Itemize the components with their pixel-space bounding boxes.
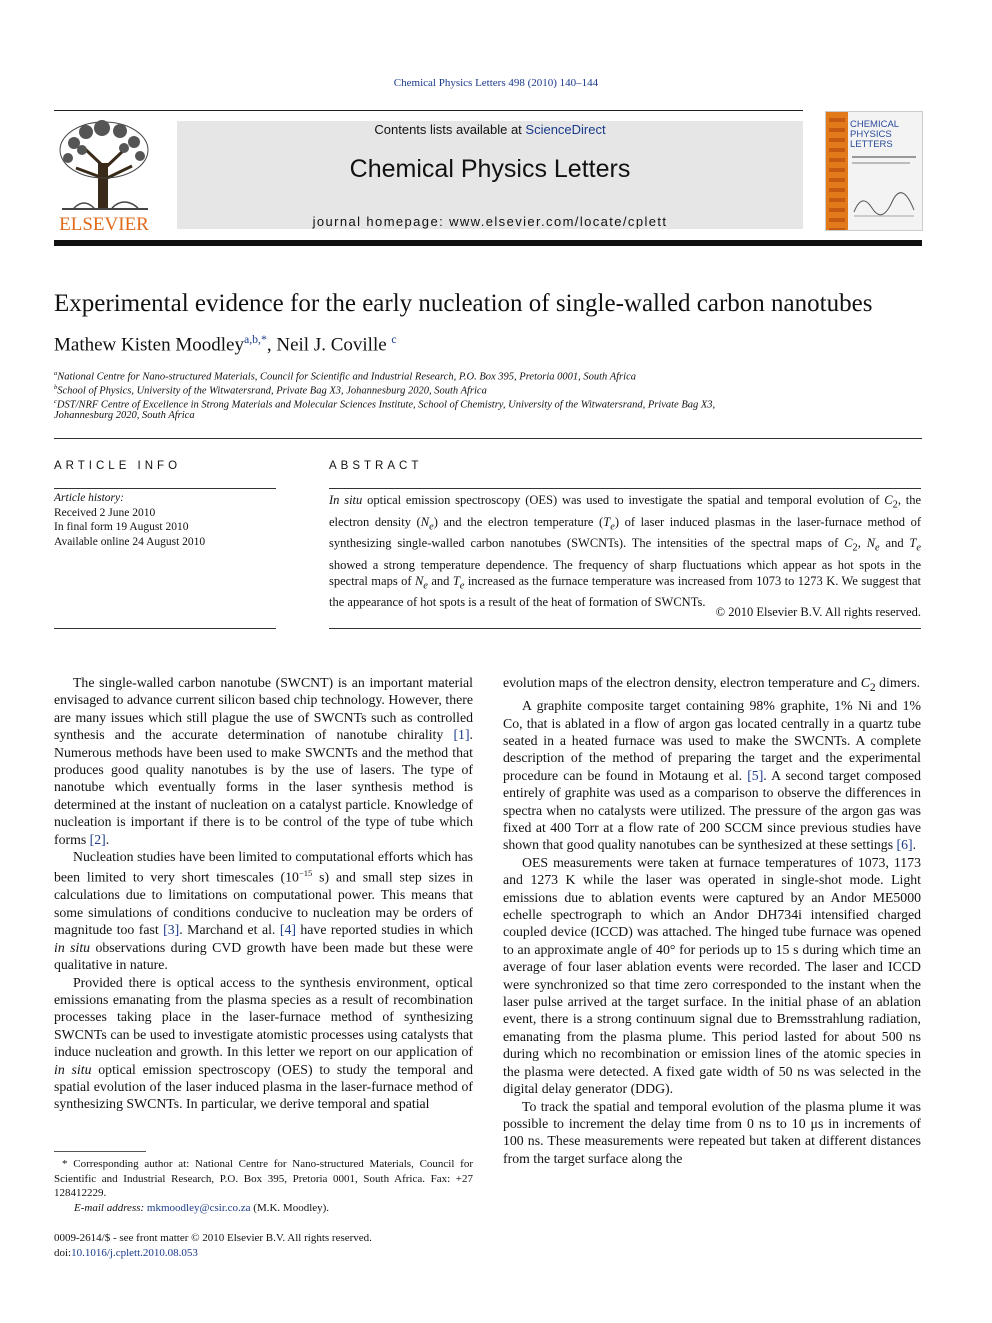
author-list: Mathew Kisten Moodley$^{a,b,*}$, Neil J. Coville $^c$ [54, 333, 397, 356]
contents-prefix: Contents lists available at [374, 122, 526, 137]
cover-title-line: PHYSICS [850, 129, 892, 140]
doi-prefix: doi: [54, 1246, 72, 1259]
email-owner: (M.K. Moodley). [253, 1201, 330, 1214]
header-rule [54, 110, 803, 111]
author-name: Neil J. Coville [276, 334, 387, 356]
elsevier-logo [54, 118, 154, 234]
journal-homepage[interactable]: journal homepage: www.elsevier.com/locate/cplett [312, 214, 668, 229]
body-column-left: The single-walled carbon nanotube (SWCNT) is an important material envisaged to advance current silicon based chip technology. However, there are many issues which still plague the use of SWCNTs such as controlled synthesis and the accurate determination of nanotube chirality [1]. Numerous methods have been used to make SWCNTs and the method that produces good quality nanotubes is by the use of lasers. The type of nanotube which eventually forms in the laser synthesis method is determined at the instant of nucleation on a catalyst particle. Knowledge of nucleation is important if there is to be control of the type of tube which forms [2]. Nucleation studies have been limited to computational efforts which has been limited to very short timescales ($10^{-15}$ s) and small step sizes in calculations due to limitations on computational power. This means that some simulations of conditions conducive to nucleation may be orders of magnitude too fast [3]. Marchand et al. [4] have reported studies in which in situ observations during CVD growth have been made but these were qualitative in nature. Provided there is optical access to the synthesis environment, optical emissions emanating from the plasma species as a result of recombination processes taking place in the laser-furnace method of synthesizing SWCNTs can be used to investigate atomistic processes using catalysts that induce nucleation and growth. In this letter we report on our application of in situ optical emission spectroscopy (OES) to study the temporal and spatial evolution of the laser induced plasma in the laser-furnace method of synthesizing SWCNTs. In particular, we derive temporal and spatial [54, 675, 474, 1112]
section-rule [329, 488, 921, 489]
affiliation: $^a$National Centre for Nano-structured Materials, Council for Scientific and Industrial Research, P.O. Box 395, Pretoria 0001, South Africa [54, 370, 636, 383]
affiliation: $^c$DST/NRF Centre of Excellence in Strong Materials and Molecular Sciences Institute, School of Chemistry, University of the Witwatersrand, Private Bag X3, [54, 398, 716, 411]
header-thick-rule [54, 240, 922, 246]
section-rule [54, 438, 922, 439]
author-affiliation-marks[interactable]: a,b,* [243, 333, 267, 346]
author-name: Mathew Kisten Moodley [54, 334, 244, 356]
author-affiliation-marks[interactable]: c [391, 333, 397, 346]
affiliation: $^b$School of Physics, University of the Witwatersrand, Private Bag X3, Johannesburg 2020, South Africa [54, 384, 487, 397]
reference-link[interactable]: [5] [747, 767, 764, 783]
reference-link[interactable]: [2] [89, 831, 106, 847]
issn-line: 0009-2614/$ - see front matter © 2010 Elsevier B.V. All rights reserved. [54, 1232, 372, 1244]
contents-line [177, 122, 803, 137]
affiliation: Johannesburg 2020, South Africa [54, 410, 195, 421]
abstract-copyright: © 2010 Elsevier B.V. All rights reserved. [715, 605, 921, 619]
abstract-text: In situ optical emission spectroscopy (OES) was used to investigate the spatial and temporal evolution of $C_2$, the electron density $(N_e)$ and the electron temperature $(T_e)$ of laser induced plasmas in the laser-furnace method of synthesizing single-walled carbon nanotubes (SWCNTs). The intensities of the spectral maps of $C_2$, $N_e$ and $T_e$ showed a strong temperature dependence. The frequency of sharp fluctuations which appear as hot spots in the spectral maps of $N_e$ and $T_e$ increased as the furnace temperature was increased from 1073 to 1273 K. We suggest that the appearance of hot spots is a result of the heat of formation of SWCNTs. [329, 493, 922, 609]
section-rule [54, 628, 276, 629]
journal-title: Chemical Physics Letters [349, 155, 631, 183]
reference-link[interactable]: [1] [453, 727, 470, 743]
journal-cover [825, 111, 923, 231]
cover-title-line: CHEMICAL [850, 119, 900, 130]
history-item: In final form 19 August 2010 [54, 521, 189, 533]
corresponding-author-note: Corresponding author at: National Centre for Nano-structured Materials, Council for Scientific and Industrial Research, P.O. Box 395, Pretoria 0001, South Africa. Fax: +27 128412229. [54, 1158, 473, 1199]
reference-link[interactable]: [4] [279, 922, 296, 938]
section-rule [54, 488, 276, 489]
email-link[interactable]: mkmoodley@csir.co.za [146, 1201, 251, 1214]
elsevier-tree-icon [54, 118, 154, 234]
doi-link[interactable]: 10.1016/j.cplett.2010.08.053 [71, 1246, 198, 1259]
abstract-heading: ABSTRACT [329, 460, 423, 472]
cover-title-line: LETTERS [850, 139, 893, 150]
footnote-rule [54, 1151, 146, 1152]
front-matter-info [54, 1231, 372, 1260]
history-item: Available online 24 August 2010 [54, 535, 206, 548]
article-title: Experimental evidence for the early nucleation of single-walled carbon nanotubes [54, 290, 873, 317]
body-column-right: evolution maps of the electron density, electron temperature and $C_2$ dimers. A graphite composite target containing 98% graphite, 1% Ni and 1% Co, that is ablated in a flow of argon gas located centrally in a quartz tube seated in a heated furnace was used to make the SWCNTs. A complete description of the method of preparing the target and the experimental procedure can be found in Motaung et al. [5]. A second target composed entirely of graphite was used as a comparison to observe the differences in spectra when no catalysts were utilized. The pressure of the argon gas was fixed at 400 Torr at a flow rate of 200 SCCM since previous studies have shown that good quality nanotubes can be synthesized at these settings [6]. OES measurements were taken at furnace temperatures of 1073, 1173 and 1273 K while the laser was operated in single-shot mode. Light emissions due to ablation events were captured by an Andor ME5000 echelle spectrograph to which an Andor DH734i intensified charged coupled device (ICCD) was attached. The hinged tube furnace was opened to an approximate angle of 40° for periods up to 15 s during which time an average of four laser ablation events were recorded. The laser and ICCD were synchronized so that time zero corresponded to the instant when the laser pulse arrived at the target surface. In the initial phase of an ablation event, there is a strong continuum signal due to Bremsstrahlung radiation, emanating from the plasma plume. This period lasted for about 500 ns during which no recombination or emission lines of the atomic species in the plasma were detected. A fixed gate width of 50 ns was selected in the digital delay generator (DDG). To track the spatial and temporal evolution of the plasma plume it was possible to increment the delay time from 0 ns to 10 μs in increments of 100 ns. These measurements were repeated but taken at different distances from the target surface along the [503, 675, 921, 1166]
publisher-name: ELSEVIER [59, 214, 149, 234]
history-label: Article history: [54, 492, 124, 504]
article-history [54, 491, 276, 549]
cover-figure-icon [852, 182, 916, 222]
footnote: * Corresponding author at: National Centre for Nano-structured Materials, Council for Scientific and Industrial Research, P.O. Box 395, Pretoria 0001, South Africa. Fax: +27 128412229. E-mail address: mkmoodley@csir.co.za (M.K. Moodley). [54, 1158, 473, 1214]
sciencedirect-link[interactable]: ScienceDirect [525, 122, 606, 137]
email-label: E-mail address: [74, 1201, 145, 1214]
section-rule [329, 628, 921, 629]
reference-link[interactable]: [3] [163, 922, 180, 938]
journal-citation[interactable]: Chemical Physics Letters 498 (2010) 140–144 [393, 77, 599, 89]
history-item: Received 2 June 2010 [54, 506, 156, 519]
reference-link[interactable]: [6] [896, 837, 913, 853]
article-info-heading: ARTICLE INFO [54, 460, 182, 472]
